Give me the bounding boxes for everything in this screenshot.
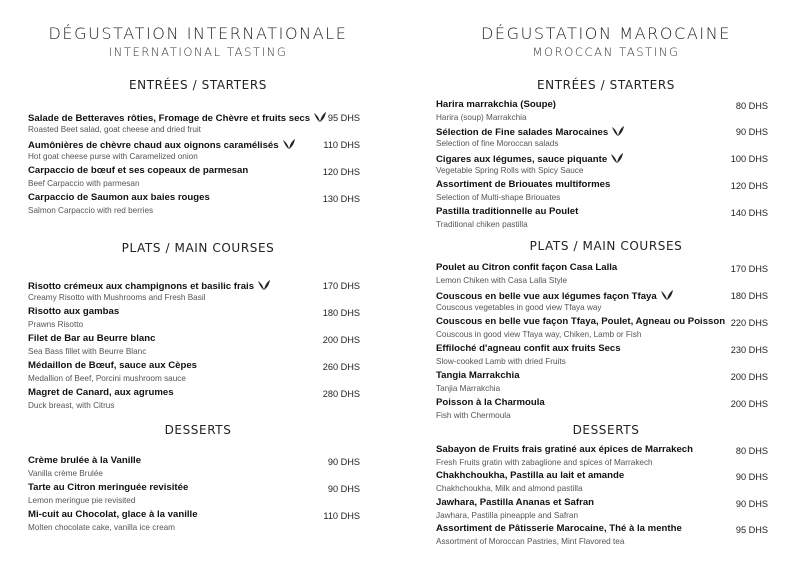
item-price: 280 DHS: [322, 389, 360, 399]
section-heading-main-courses: PLATS / MAIN COURSES: [529, 239, 683, 253]
menu-item: [28, 455, 368, 481]
item-price: 140 DHS: [730, 208, 768, 218]
item-price: 95 DHS: [327, 113, 360, 123]
item-name: Poisson à la Charmoula: [436, 397, 545, 408]
international-title-en: INTERNATIONAL TASTING: [108, 45, 288, 59]
item-description: Tanjia Marrakchia: [436, 384, 501, 393]
item-description: Assortment of Moroccan Pastries, Mint Flavored tea: [436, 537, 625, 546]
item-price: 120 DHS: [730, 181, 768, 191]
international-title-fr: DÉGUSTATION INTERNATIONALE: [48, 24, 348, 43]
item-name: Jawhara, Pastilla Ananas et Safran: [436, 497, 595, 508]
item-description: Hot goat cheese purse with Caramelized onion: [28, 152, 198, 161]
item-name: Sabayon de Fruits frais gratiné aux épices de Marrakech: [436, 444, 693, 455]
menu-item: [436, 316, 776, 342]
item-name: Tangia Marrakchia: [436, 370, 520, 381]
item-price: 90 DHS: [327, 484, 360, 494]
item-description: Traditional chiken pastilla: [436, 220, 528, 229]
item-name: Filet de Bar au Beurre blanc: [28, 333, 156, 344]
menu-item: [28, 333, 368, 359]
item-description: Harira (soup) Marrakchia: [436, 113, 527, 122]
moroccan-title-fr: DÉGUSTATION MAROCAINE: [480, 24, 732, 43]
section-heading-main-courses: PLATS / MAIN COURSES: [121, 241, 275, 255]
item-description: Fish with Chermoula: [436, 411, 511, 420]
item-description: Slow-cooked Lamb with dried Fruits: [436, 357, 566, 366]
menu-item: [436, 179, 776, 205]
item-description: Roasted Beet salad, goat cheese and dried fruit: [28, 125, 201, 134]
item-price: 110 DHS: [323, 511, 360, 521]
menu-item: [28, 306, 368, 332]
item-name: Aumônières de chèvre chaud aux oignons caramélisés: [28, 138, 296, 151]
menu-item: [436, 497, 776, 523]
item-price: 220 DHS: [730, 318, 768, 328]
menu-item: [436, 444, 776, 470]
item-description: Beef Carpaccio with parmesan: [28, 179, 140, 188]
item-name: Assortiment de Pâtisserie Marocaine, Thé à la menthe: [436, 523, 682, 534]
item-name: Couscous en belle vue façon Tfaya, Poulet, Agneau ou Poisson: [436, 316, 726, 327]
item-name: Risotto aux gambas: [28, 306, 120, 317]
item-name: Effiloché d'agneau confit aux fruits Secs: [436, 343, 621, 354]
item-name: Couscous en belle vue aux légumes façon Tfaya: [436, 289, 674, 302]
item-price: 180 DHS: [730, 291, 768, 301]
menu-item: [28, 192, 368, 218]
vegetarian-leaf-icon: [313, 111, 327, 123]
item-description: Sea Bass fillet with Beurre Blanc: [28, 347, 147, 356]
item-description: Selection of Multi-shape Briouates: [436, 193, 561, 202]
item-name: Cigares aux légumes, sauce piquante: [436, 152, 624, 165]
item-description: Salmon Carpaccio with red berries: [28, 206, 154, 215]
item-name: Salade de Betteraves rôties, Fromage de Chèvre et fruits secs: [28, 111, 327, 124]
menu-item: [436, 206, 776, 232]
item-price: 230 DHS: [730, 345, 768, 355]
item-description: Couscous in good view Tfaya way, Chiken, Lamb or Fish: [436, 330, 642, 339]
menu-item: [436, 470, 776, 496]
item-price: 180 DHS: [322, 308, 360, 318]
item-name: Carpaccio de bœuf et ses copeaux de parmesan: [28, 165, 249, 176]
moroccan-title-en: MOROCCAN TASTING: [532, 45, 680, 59]
menu-item: [28, 387, 368, 413]
item-description: Molten chocolate cake, vanilla ice cream: [28, 523, 175, 532]
item-description: Chakhchoukha, Milk and almond pastilla: [436, 484, 583, 493]
item-price: 80 DHS: [735, 446, 768, 456]
menu-item: [436, 125, 776, 151]
item-price: 100 DHS: [730, 154, 768, 164]
item-name: Risotto crémeux aux champignons et basilic frais: [28, 279, 271, 292]
menu-item: [28, 482, 368, 508]
item-name: Mi-cuit au Chocolat, glace à la vanille: [28, 509, 198, 520]
vegetarian-leaf-icon: [611, 125, 625, 137]
menu-item: [436, 343, 776, 369]
item-description: Lemon Chiken with Casa Lalla Style: [436, 276, 568, 285]
item-name: Pastilla traditionnelle au Poulet: [436, 206, 579, 217]
vegetarian-leaf-icon: [660, 289, 674, 301]
item-description: Couscous vegetables in good view Tfaya way: [436, 303, 602, 312]
item-price: 170 DHS: [730, 264, 768, 274]
item-description: Jawhara, Pastilla pineapple and Safran: [436, 511, 579, 520]
item-name: Chakhchoukha, Pastilla au lait et amande: [436, 470, 625, 481]
item-price: 120 DHS: [322, 167, 360, 177]
menu-item: [436, 370, 776, 396]
item-description: Creamy Risotto with Mushrooms and Fresh Basil: [28, 293, 206, 302]
item-price: 170 DHS: [322, 281, 360, 291]
menu-item: [436, 523, 776, 549]
item-price: 260 DHS: [322, 362, 360, 372]
item-price: 200 DHS: [730, 372, 768, 382]
menu-item: [436, 397, 776, 423]
section-heading-desserts: DESSERTS: [572, 423, 640, 437]
item-price: 80 DHS: [735, 101, 768, 111]
item-name: Médaillon de Bœuf, sauce aux Cèpes: [28, 360, 197, 371]
item-price: 200 DHS: [322, 335, 360, 345]
item-name: Sélection de Fine salades Marocaines: [436, 125, 625, 138]
item-name: Magret de Canard, aux agrumes: [28, 387, 174, 398]
section-heading-starters: ENTRÉES / STARTERS: [128, 78, 268, 92]
section-heading-starters: ENTRÉES / STARTERS: [536, 78, 676, 92]
item-price: 90 DHS: [735, 499, 768, 509]
item-description: Lemon meringue pie revisited: [28, 496, 136, 505]
item-price: 90 DHS: [327, 457, 360, 467]
item-name: Crème brulée à la Vanille: [28, 455, 142, 466]
item-description: Prawns Risotto: [28, 320, 84, 329]
item-name: Poulet au Citron confit façon Casa Lalla: [436, 262, 618, 273]
item-description: Selection of fine Moroccan salads: [436, 139, 559, 148]
menu-item: [28, 138, 368, 164]
item-price: 95 DHS: [735, 525, 768, 535]
vegetarian-leaf-icon: [257, 279, 271, 291]
menu-item: [28, 360, 368, 386]
item-price: 90 DHS: [735, 127, 768, 137]
item-name: Assortiment de Briouates multiformes: [436, 179, 611, 190]
item-description: Medallion of Beef, Porcini mushroom sauce: [28, 374, 186, 383]
section-heading-desserts: DESSERTS: [164, 423, 232, 437]
item-description: Vanilla crème Brulée: [28, 469, 103, 478]
menu-item: [436, 289, 776, 315]
menu-item: [28, 279, 368, 305]
menu-item: [436, 262, 776, 288]
menu-item: [28, 509, 368, 535]
item-name: Carpaccio de Saumon aux baies rouges: [28, 192, 210, 203]
menu-item: [28, 165, 368, 191]
item-price: 90 DHS: [735, 472, 768, 482]
item-price: 200 DHS: [730, 399, 768, 409]
menu-item: [436, 152, 776, 178]
vegetarian-leaf-icon: [610, 152, 624, 164]
item-description: Fresh Fruits gratin with zabaglione and spices of Marrakech: [436, 458, 653, 467]
item-name: Tarte au Citron meringuée revisitée: [28, 482, 189, 493]
item-name: Harira marrakchia (Soupe): [436, 99, 556, 110]
menu-item: [436, 99, 776, 125]
vegetarian-leaf-icon: [282, 138, 296, 150]
item-description: Duck breast, with Citrus: [28, 401, 115, 410]
menu-item: [28, 111, 368, 137]
item-price: 130 DHS: [322, 194, 360, 204]
item-price: 110 DHS: [323, 140, 360, 150]
item-description: Vegetable Spring Rolls with Spicy Sauce: [436, 166, 584, 175]
